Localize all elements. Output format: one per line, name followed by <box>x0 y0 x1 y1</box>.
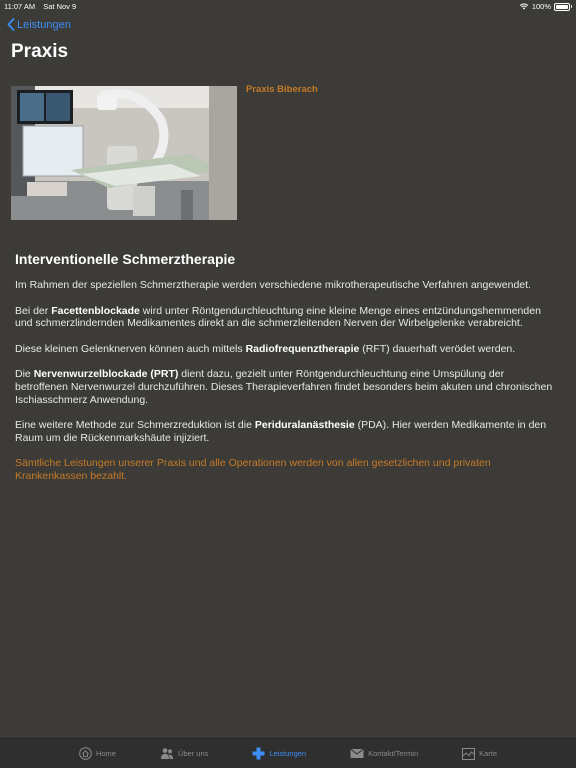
wifi-icon <box>519 3 529 10</box>
tab-label: Kontakt/Termin <box>368 749 419 758</box>
tab-label: Leistungen <box>269 749 307 758</box>
insurance-note: Sämtliche Leistungen unserer Praxis und alle Operationen werden von allen gesetzlichen und privaten Krankenkassen bezahlt. <box>15 457 491 482</box>
paragraph-facettenblockade <box>15 305 553 330</box>
tab-ueber-uns[interactable] <box>152 747 216 760</box>
paragraph-prt <box>15 368 553 406</box>
text: dient dazu, gezielt unter Röntgendurchleuchtung eine Umspülung der betroffenen Nervenwurzel durchzuführen. Dieses Therapieverfahren findet besonders beim akuten und chronischen Ischiasschmerz Anwendung. <box>15 368 553 406</box>
term-facettenblockade: Facettenblockade <box>51 304 140 317</box>
status-left <box>4 2 76 11</box>
battery-icon <box>554 3 570 11</box>
people-icon <box>160 747 174 760</box>
text: (RFT) dauerhaft verödet werden. <box>359 342 516 355</box>
text: Bei der <box>15 304 52 317</box>
paragraph-intro: Im Rahmen der speziellen Schmerztherapie werden verschiedene mikrotherapeutische Verfahren angewendet. <box>15 279 531 291</box>
status-bar <box>0 0 576 12</box>
paragraph-pda <box>15 419 553 444</box>
text: wird unter Röntgendurchleuchtung eine kleine Menge eines entzündungshemmenden und schmerzlindernden Medikamentes direkt an die schmerzleitenden Nerven der Wirbelgelenke verabreicht. <box>15 304 541 330</box>
status-right <box>519 2 570 11</box>
tab-leistungen[interactable] <box>244 747 314 760</box>
medical-cross-icon <box>252 747 265 760</box>
page-title: Praxis <box>11 41 69 62</box>
text: (PDA). Hier werden Medikamente in den Raum um die Rückenmarkshäute injiziert. <box>15 419 547 444</box>
status-date: Sat Nov 9 <box>43 2 77 11</box>
home-icon <box>79 747 92 760</box>
battery-level <box>556 5 568 9</box>
status-time: 11:07 AM <box>4 2 36 11</box>
tab-label: Home <box>95 749 116 758</box>
text: Eine weitere Methode zur Schmerzreduktion ist die <box>15 419 255 432</box>
battery-percent: 100% <box>531 2 551 11</box>
envelope-icon <box>350 748 364 759</box>
section-heading: Interventionelle Schmerztherapie <box>15 251 236 267</box>
term-nervenwurzelblockade: Nervenwurzelblockade (PRT) <box>33 368 179 381</box>
tab-bar <box>0 738 576 768</box>
back-label: Leistungen <box>17 18 71 31</box>
tab-label: Über uns <box>177 749 209 758</box>
tab-label: Karte <box>479 749 498 758</box>
term-periduralanaesthesie: Periduralanästhesie <box>254 419 355 432</box>
text: Diese kleinen Gelenknerven können auch mittels <box>15 342 246 355</box>
term-radiofrequenztherapie: Radiofrequenztherapie <box>245 342 360 355</box>
paragraph-rft <box>15 343 553 356</box>
back-button[interactable] <box>7 18 71 31</box>
article <box>15 251 553 496</box>
text: Die <box>15 368 34 381</box>
map-icon <box>462 748 475 760</box>
tab-karte[interactable] <box>454 748 505 760</box>
chevron-left-icon <box>7 18 15 31</box>
practice-photo <box>11 86 237 220</box>
tab-home[interactable] <box>71 747 124 760</box>
photo-caption: Praxis Biberach <box>246 84 318 95</box>
tab-kontakt-termin[interactable] <box>342 748 426 759</box>
